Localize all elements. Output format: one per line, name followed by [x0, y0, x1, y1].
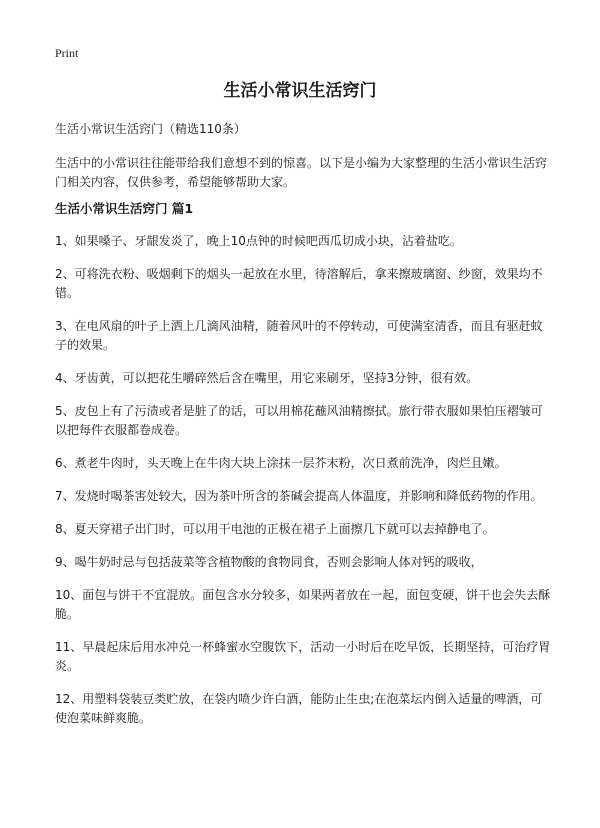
tip-item: 4、牙齿黄，可以把花生嚼碎然后含在嘴里，用它来刷牙，坚持3分钟，很有效。	[55, 371, 479, 385]
tip-item: 10、面包与饼干不宜混放。面包含水分较多，如果两者放在一起，面包变硬，饼干也会失去酥脆。	[55, 588, 551, 621]
tip-item: 7、发烧时喝茶害处较大，因为茶叶所含的茶碱会提高人体温度，并影响和降低药物的作用。	[55, 489, 543, 503]
intro-paragraph: 生活中的小常识往往能带给我们意想不到的惊喜。以下是小编为大家整理的生活小常识生活窍门相关内容，仅供参考，希望能够帮助大家。	[55, 156, 548, 189]
tip-item: 9、喝牛奶时忌与包括菠菜等含植物酸的食物同食，否则会影响人体对钙的吸收，	[55, 555, 483, 569]
page-subtitle: 生活小常识生活窍门（精选110条）	[55, 122, 246, 136]
tip-item: 1、如果嗓子、牙龈发炎了，晚上10点钟的时候吧西瓜切成小块，沾着盐吃。	[55, 234, 462, 248]
section-heading: 生活小常识生活窍门 篇1	[55, 201, 194, 216]
tip-item: 11、早晨起床后用水冲兑一杯蜂蜜水空腹饮下，活动一小时后在吃早饭，长期坚持，可治疗胃炎。	[55, 640, 551, 673]
print-link[interactable]: Print	[55, 46, 79, 60]
page-title: 生活小常识生活窍门	[223, 81, 377, 101]
tip-item: 8、夏天穿裙子出门时，可以用干电池的正极在裙子上面擦几下就可以去掉静电了。	[55, 522, 495, 536]
tip-item: 12、用塑料袋装豆类贮放，在袋内喷少许白酒，能防止生虫;在泡菜坛内倒入适量的啤酒，可使泡菜味鲜爽脆。	[55, 692, 543, 725]
tip-item: 2、可将洗衣粉、吸烟剩下的烟头一起放在水里，待溶解后，拿来擦玻璃窗、纱窗，效果均不错。	[55, 267, 543, 300]
tip-item: 6、煮老牛肉时，头天晚上在牛肉大块上涂抹一层芥末粉，次日煮前洗净，肉烂且嫩。	[55, 456, 507, 470]
tips-list	[55, 232, 551, 742]
tip-item: 5、皮包上有了污渍或者是脏了的话，可以用棉花蘸风油精擦拭。旅行带衣服如果怕压褶皱可以把每件衣服都卷成卷。	[55, 404, 543, 437]
tip-item: 3、在电风扇的叶子上洒上几滴风油精，随着风叶的不停转动，可使满室清香，而且有驱赶蚊子的效果。	[55, 319, 543, 352]
